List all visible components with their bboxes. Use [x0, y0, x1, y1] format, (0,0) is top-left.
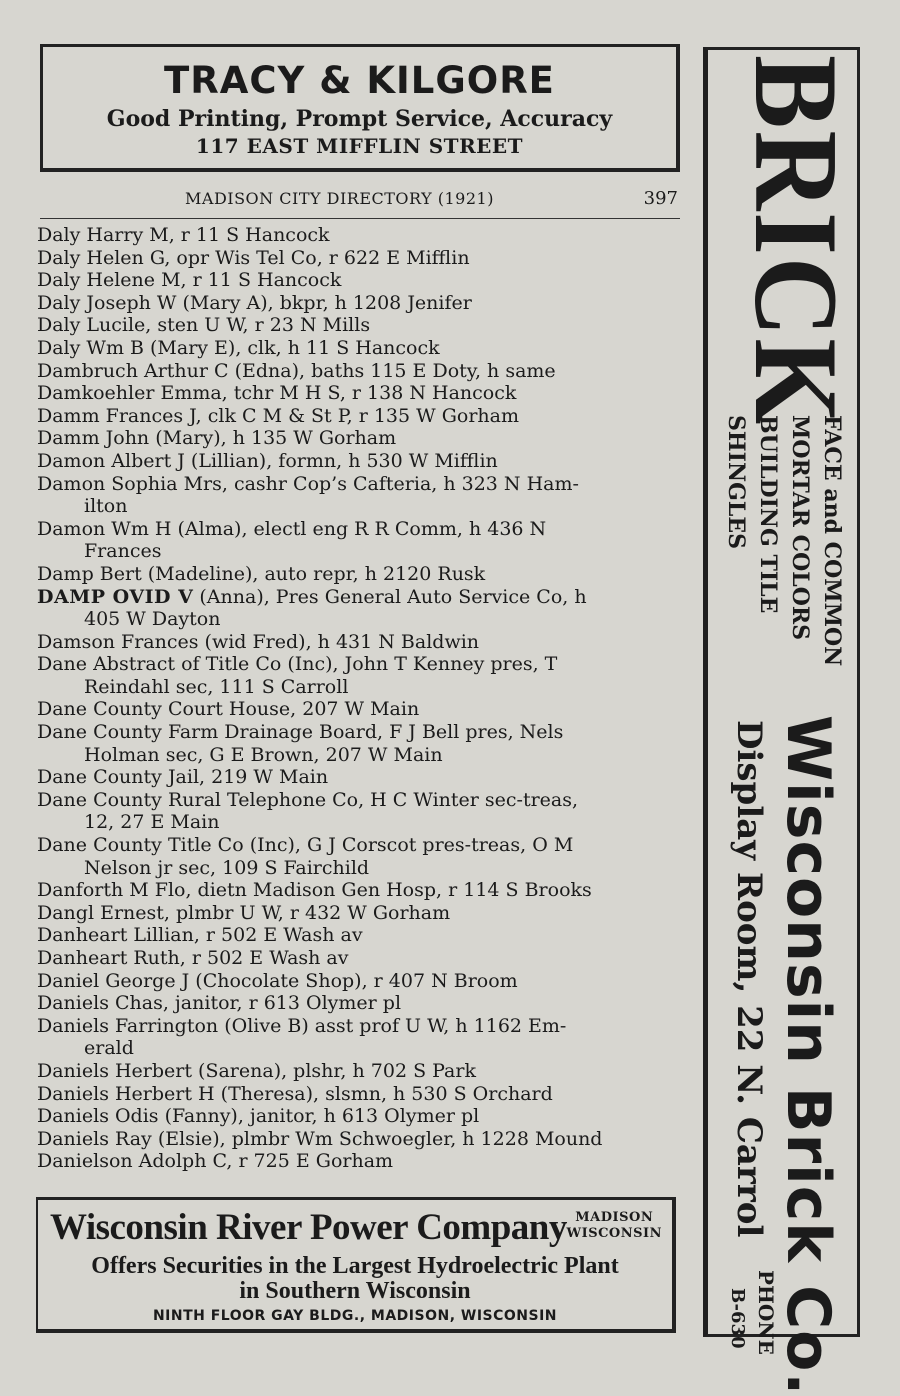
entry-text: Dangl Ernest, plmbr U W, r 432 W Gorham [37, 901, 451, 924]
directory-entry [37, 405, 682, 428]
entry-text: Damon Albert J (Lillian), formn, h 530 W Mifflin [37, 449, 498, 472]
directory-entry [37, 473, 682, 518]
directory-entry [37, 766, 682, 789]
directory-entry [37, 1060, 682, 1083]
entry-text: Dane Abstract of Title Co (Inc), John T Kenney pres, T [37, 653, 558, 676]
side-advertisement [703, 47, 863, 1396]
directory-entry [37, 1015, 682, 1060]
ad-product: MORTAR COLORS [787, 415, 813, 641]
directory-entry [37, 1150, 682, 1173]
ad-city [567, 1210, 662, 1242]
entry-text: Dane County Title Co (Inc), G J Corscot pres-treas, O M [37, 834, 574, 857]
ad-company-name: Wisconsin Brick Co. [773, 715, 843, 1396]
directory-listing [37, 224, 682, 1173]
directory-entry [37, 879, 682, 902]
directory-entry [37, 1105, 682, 1128]
directory-entry [37, 337, 682, 360]
entry-continuation: Holman sec, G E Brown, 207 W Main [84, 743, 443, 766]
entry-text: Daly Wm B (Mary E), clk, h 11 S Hancock [37, 336, 440, 359]
entry-text: Daniel George J (Chocolate Shop), r 407 N Broom [37, 969, 518, 992]
entry-text: Daly Lucile, sten U W, r 23 N Mills [37, 314, 371, 337]
entry-text: Dane County Jail, 219 W Main [37, 766, 329, 789]
directory-entry [37, 314, 682, 337]
entry-continuation: Reindahl sec, 111 S Carroll [84, 675, 349, 698]
entry-text: Daly Joseph W (Mary A), bkpr, h 1208 Jenifer [37, 291, 472, 314]
directory-entry [37, 947, 682, 970]
directory-entry [37, 698, 682, 721]
directory-entry [37, 789, 682, 834]
entry-text: Damp Bert (Madeline), auto repr, h 2120 Rusk [37, 562, 486, 585]
entry-text: Damon Wm H (Alma), electl eng R R Comm, h 436 N [37, 517, 547, 540]
ad-product-list [720, 415, 848, 666]
directory-entry [37, 382, 682, 405]
ad-headline: BRICK [730, 55, 863, 427]
directory-entry [37, 834, 682, 879]
entry-text: Damm John (Mary), h 135 W Gorham [37, 427, 397, 450]
directory-entry [37, 427, 682, 450]
entry-continuation: 12, 27 E Main [84, 811, 220, 834]
entry-text: Dane County Rural Telephone Co, H C Winter sec-treas, [37, 788, 579, 811]
directory-entry [37, 224, 682, 247]
page-number: 397 [643, 188, 678, 209]
ad-tagline: Good Printing, Prompt Service, Accuracy [106, 106, 613, 132]
ad-product: BUILDING TILE [755, 415, 781, 614]
ad-product: SHINGLES [723, 415, 749, 549]
entry-bold-name: DAMP OVID V [37, 585, 194, 608]
bottom-advertisement [36, 1197, 676, 1333]
entry-text: Danheart Lillian, r 502 E Wash av [37, 924, 363, 947]
ad-display-room: Display Room, 22 N. Carrol [729, 720, 769, 1238]
entry-text: Damkoehler Emma, tchr M H S, r 138 N Hancock [37, 382, 517, 405]
directory-entry [37, 992, 682, 1015]
entry-text: Daniels Herbert H (Theresa), slsmn, h 530 S Orchard [37, 1082, 553, 1105]
entry-text: (Anna), Pres General Auto Service Co, h [193, 585, 587, 608]
directory-entry [37, 292, 682, 315]
entry-text: Danielson Adolph C, r 725 E Gorham [37, 1150, 394, 1173]
ad-offer-line: in Southern Wisconsin [239, 1278, 471, 1304]
entry-text: Daniels Odis (Fanny), janitor, h 613 Olymer pl [37, 1105, 480, 1128]
directory-entry [37, 518, 682, 563]
entry-text: Dane County Farm Drainage Board, F J Bell pres, Nels [37, 721, 564, 744]
directory-entry [37, 360, 682, 383]
directory-entry [37, 269, 682, 292]
ad-product: FACE and COMMON [819, 415, 845, 667]
directory-entry [37, 721, 682, 766]
entry-continuation: erald [84, 1037, 134, 1060]
entry-text: Danforth M Flo, dietn Madison Gen Hosp, r 114 S Brooks [37, 879, 592, 902]
entry-text: Daly Helene M, r 11 S Hancock [37, 269, 342, 292]
directory-entry [37, 586, 682, 631]
directory-entry [37, 450, 682, 473]
running-header [40, 186, 680, 216]
ad-company-name: TRACY & KILGORE [164, 59, 555, 102]
ad-phone-number: B-630 [727, 1288, 748, 1349]
directory-title: MADISON CITY DIRECTORY (1921) [185, 189, 494, 208]
entry-text: Daniels Farrington (Olive B) asst prof U W, h 1162 Em- [37, 1014, 567, 1037]
directory-entry [37, 653, 682, 698]
directory-entry [37, 924, 682, 947]
entry-continuation: 405 W Dayton [84, 608, 221, 631]
entry-text: Dane County Court House, 207 W Main [37, 698, 420, 721]
ad-address: NINTH FLOOR GAY BLDG., MADISON, WISCONSIN [152, 1308, 558, 1324]
entry-text: Dambruch Arthur C (Edna), baths 115 E Doty, h same [37, 359, 556, 382]
entry-text: Damson Frances (wid Fred), h 431 N Baldwin [37, 630, 480, 653]
ad-address: 117 EAST MIFFLIN STREET [195, 134, 524, 158]
ad-offer [38, 1254, 672, 1304]
directory-entry [37, 902, 682, 925]
ad-city-line: MADISON [575, 1210, 654, 1225]
entry-text: Daly Helen G, opr Wis Tel Co, r 622 E Mifflin [37, 246, 470, 269]
entry-text: Daniels Ray (Elsie), plmbr Wm Schwoegler, h 1228 Mound [37, 1127, 603, 1150]
top-advertisement [40, 44, 680, 172]
ad-phone-label: PHONE [754, 1270, 778, 1355]
directory-entry [37, 970, 682, 993]
directory-entry [37, 247, 682, 270]
entry-text: Damm Frances J, clk C M & St P, r 135 W Gorham [37, 404, 519, 427]
entry-continuation: Frances [84, 540, 162, 563]
ad-state-line: WISCONSIN [566, 1226, 662, 1241]
entry-text: Daly Harry M, r 11 S Hancock [37, 224, 330, 246]
entry-text: Daniels Chas, janitor, r 613 Olymer pl [37, 992, 402, 1015]
entry-text: Danheart Ruth, r 502 E Wash av [37, 947, 349, 969]
directory-entry [37, 1128, 682, 1151]
entry-text: Damon Sophia Mrs, cashr Cop’s Cafteria, h 323 N Ham- [37, 472, 579, 495]
entry-text: Daniels Herbert (Sarena), plshr, h 702 S Park [37, 1059, 476, 1082]
entry-continuation: Nelson jr sec, 109 S Fairchild [84, 856, 370, 879]
directory-entry [37, 1083, 682, 1106]
ad-company-name: Wisconsin River Power Company [50, 1207, 567, 1248]
header-divider [40, 218, 680, 219]
directory-entry [37, 563, 682, 586]
ad-offer-line: Offers Securities in the Largest Hydroelectric Plant [91, 1253, 619, 1279]
entry-continuation: ilton [84, 495, 128, 518]
directory-entry [37, 631, 682, 654]
